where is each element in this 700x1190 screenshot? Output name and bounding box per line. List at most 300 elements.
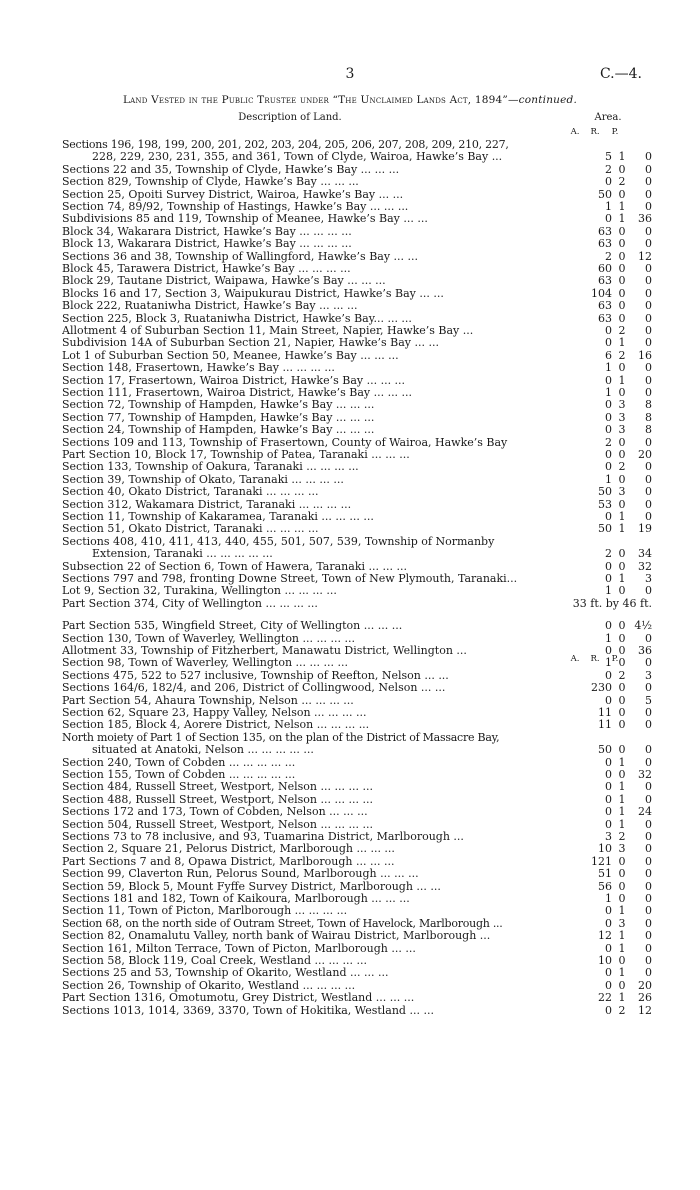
roods-value: 0: [618, 286, 626, 300]
land-description: Lot 1 of Suburban Section 50, Meanee, Hawke’s Bay ... ... ...: [62, 349, 399, 362]
roods-value: 1: [618, 522, 626, 536]
roods-value: 0: [618, 262, 626, 275]
acres-value: 1: [605, 584, 612, 598]
perches-value: 0: [645, 755, 652, 769]
acres-unit: A.: [570, 654, 580, 664]
acres-value: 63: [598, 224, 612, 238]
roods-value: 1: [618, 336, 626, 350]
roods-value: 0: [618, 224, 626, 238]
land-description: Sections 164/6, 182/4, and 206, District of Collingwood, Nelson ... ...: [62, 682, 446, 695]
roods-value: 1: [618, 817, 626, 831]
land-description: Section 72, Township of Hampden, Hawke’s Bay ... ... ...: [62, 399, 375, 412]
acres-value: 1: [605, 656, 612, 670]
land-description: Section 185, Block 4, Aorere District, Nelson ... ... ... ...: [62, 719, 370, 732]
acres-value: 50: [598, 485, 612, 499]
acres-value: 0: [605, 817, 612, 831]
acres-value: 56: [598, 879, 612, 893]
land-description: Section 17, Frasertown, Wairoa District, Hawke’s Bay ... ... ...: [62, 374, 406, 387]
perches-value: 24: [638, 805, 652, 819]
acres-value: 0: [605, 460, 612, 474]
perches-value: 36: [638, 212, 652, 226]
perches-value: 0: [645, 854, 652, 868]
acres-value: 1: [605, 472, 612, 486]
acres-value: 0: [605, 904, 612, 918]
perches-value: 0: [645, 718, 652, 732]
land-description: Sections 196, 198, 199, 200, 201, 202, 203, 204, 205, 206, 207, 208, 209, 210, 227,: [62, 139, 509, 151]
land-description: Section 51, Okato District, Taranaki ... ... ... ...: [62, 523, 319, 536]
land-description: Section 225, Block 3, Ruataniwha District, Hawke’s Bay... ... ...: [62, 312, 412, 325]
acres-value: 53: [598, 497, 612, 511]
roods-value: 0: [618, 559, 626, 573]
perches-value: 0: [645, 299, 652, 313]
perches-value: 0: [645, 175, 652, 189]
land-description: Subdivision 14A of Suburban Section 21, Napier, Hawke’s Bay ... ...: [62, 337, 439, 350]
perches-value: 0: [645, 792, 652, 806]
roods-value: 0: [618, 274, 626, 288]
perches-value: 3: [645, 572, 652, 585]
roods-value: 0: [618, 978, 626, 992]
perches-value: 36: [638, 644, 652, 657]
roods-value: 3: [618, 485, 626, 499]
acres-value: 2: [605, 435, 612, 449]
perches-value: 0: [645, 435, 652, 449]
area-value: [562, 486, 652, 498]
land-description: Section 26, Township of Okarito, Westland ... ... ... ...: [62, 979, 356, 992]
land-description: Section 148, Frasertown, Hawke’s Bay ... ... ... ...: [62, 362, 335, 375]
land-description: Sections 22 and 35, Township of Clyde, Hawke’s Bay ... ... ...: [62, 163, 400, 176]
perches-value: 0: [645, 460, 652, 474]
roods-value: 1: [618, 929, 626, 943]
acres-value: 0: [605, 398, 612, 412]
acres-value: 1: [605, 361, 612, 375]
area-column-header: Area.: [594, 112, 622, 123]
area-value: [562, 620, 652, 632]
roods-value: 0: [618, 656, 626, 670]
roods-value: 0: [618, 879, 626, 893]
land-description: Section 59, Block 5, Mount Fyffe Survey District, Marlborough ... ...: [62, 880, 441, 893]
land-description: Section 62, Square 23, Happy Valley, Nelson ... ... ... ...: [62, 707, 367, 719]
area-value: [562, 213, 652, 225]
roods-value: 2: [618, 830, 626, 843]
perches-value: 8: [645, 423, 652, 437]
roods-value: 1: [618, 792, 626, 806]
acres-value: 2: [605, 249, 612, 263]
acres-value: 0: [605, 755, 612, 769]
perches-value: 0: [645, 830, 652, 843]
perches-value: 0: [645, 510, 652, 523]
land-description: Block 222, Ruataniwha District, Hawke’s Bay ... ... ...: [62, 300, 358, 313]
area-value: [562, 424, 652, 436]
perches-value: 34: [638, 547, 652, 561]
roods-value: 0: [618, 681, 626, 695]
acres-value: 10: [598, 954, 612, 967]
land-description: Extension, Taranaki ... ... ... ... ...: [92, 548, 273, 561]
land-description: Section 133, Township of Oakura, Taranaki ... ... ... ...: [62, 461, 359, 474]
land-description: Section 504, Russell Street, Westport, Nelson ... ... ... ...: [62, 818, 373, 831]
perches-value: 0: [645, 706, 652, 719]
land-description: Sections 109 and 113, Township of Frasertown, County of Wairoa, Hawke’s Bay: [62, 436, 508, 449]
acres-value: 50: [598, 743, 612, 757]
land-description: Part Section 374, City of Wellington ... ... ... ...: [62, 597, 318, 610]
perches-value: 12: [638, 249, 652, 263]
acres-value: 0: [605, 175, 612, 189]
land-description: Section 11, Township of Kakaramea, Taranaki ... ... ... ...: [62, 511, 374, 523]
roods-value: 0: [618, 386, 626, 399]
roods-value: 2: [618, 324, 626, 337]
land-description: Subsection 22 of Section 6, Town of Hawera, Taranaki ... ... ...: [62, 560, 407, 573]
acres-value: 11: [598, 706, 612, 719]
area-value: [562, 300, 652, 312]
roods-value: 1: [618, 805, 626, 819]
roods-value: 2: [618, 175, 626, 189]
acres-value: 0: [605, 324, 612, 337]
acres-value: 0: [605, 559, 612, 573]
perches-value: 19: [638, 522, 652, 536]
land-description: Sections 408, 410, 411, 413, 440, 455, 501, 507, 539, Township of Normanby: [62, 535, 495, 548]
area-value: [562, 967, 652, 979]
land-description: Block 13, Wakarara District, Hawke’s Bay ... ... ... ...: [62, 238, 352, 251]
acres-value: 0: [605, 978, 612, 992]
area-value: [562, 843, 652, 855]
caption-main: Land Vested in the Public Trustee under “The Unclaimed Lands Act, 1894”—: [123, 94, 519, 106]
perches-value: 0: [645, 892, 652, 905]
acres-value: 0: [605, 941, 612, 955]
perches-value: 0: [645, 324, 652, 337]
acres-value: 121: [591, 854, 612, 868]
perches-value: 0: [645, 274, 652, 288]
perches-value: 0: [645, 656, 652, 670]
roods-value: 0: [618, 237, 626, 251]
perches-unit: P.: [611, 127, 619, 137]
land-description: Part Section 1316, Omotumotu, Grey District, Westland ... ... ...: [62, 992, 415, 1005]
roods-value: 0: [618, 954, 626, 967]
acres-value: 0: [605, 792, 612, 806]
perches-value: 0: [645, 472, 652, 486]
perches-value: 20: [638, 978, 652, 992]
perches-unit: P.: [611, 654, 619, 664]
land-description: Sections 36 and 38, Township of Wallingford, Hawke’s Bay ... ...: [62, 250, 419, 263]
perches-value: 0: [645, 373, 652, 387]
perches-value: 0: [645, 954, 652, 967]
roods-unit: R.: [590, 654, 600, 664]
acres-value: 230: [591, 681, 612, 695]
acres-value: 0: [605, 336, 612, 350]
land-description: Subdivisions 85 and 119, Township of Meanee, Hawke’s Bay ... ...: [62, 213, 428, 226]
perches-value: 3: [645, 668, 652, 682]
area-dimensions: 33 ft. by 46 ft.: [572, 596, 652, 610]
roods-value: 0: [618, 361, 626, 375]
perches-value: 4½: [634, 619, 652, 633]
perches-value: 0: [645, 162, 652, 176]
land-description: Section 155, Town of Cobden ... ... ... ... ...: [62, 769, 296, 781]
acres-value: 2: [605, 162, 612, 176]
perches-value: 0: [645, 817, 652, 831]
area-value: [562, 523, 652, 535]
roods-value: 0: [618, 631, 626, 645]
land-description: Sections 475, 522 to 527 inclusive, Township of Reefton, Nelson ... ...: [62, 669, 449, 682]
acres-value: 2: [605, 547, 612, 561]
roods-value: 3: [618, 916, 626, 930]
acres-value: 0: [605, 768, 612, 781]
land-description: Part Section 10, Block 17, Township of Patea, Taranaki ... ... ...: [62, 449, 410, 461]
roods-value: 0: [618, 162, 626, 176]
perches-value: 0: [645, 743, 652, 757]
perches-value: 0: [645, 929, 652, 943]
area-value: [562, 337, 652, 349]
roods-value: 2: [618, 460, 626, 474]
acres-value: 0: [605, 448, 612, 461]
description-column-header: Description of Land.: [238, 112, 342, 123]
acres-value: 63: [598, 311, 612, 325]
perches-value: 0: [645, 584, 652, 598]
perches-value: 0: [645, 237, 652, 251]
land-description: Block 34, Wakarara District, Hawke’s Bay ... ... ... ...: [62, 225, 352, 238]
acres-value: 22: [598, 991, 612, 1005]
perches-value: 8: [645, 398, 652, 412]
acres-value: 0: [605, 693, 612, 707]
acres-value: 10: [598, 842, 612, 856]
land-description: Block 29, Tautane District, Waipawa, Hawke’s Bay ... ... ...: [62, 275, 386, 288]
roods-value: 0: [618, 743, 626, 757]
perches-value: 0: [645, 336, 652, 350]
roods-value: 0: [618, 311, 626, 325]
perches-value: 8: [645, 410, 652, 424]
land-description: Allotment 4 of Suburban Section 11, Main Street, Napier, Hawke’s Bay ...: [62, 325, 474, 337]
land-description: Allotment 33, Township of Fitzherbert, Manawatu District, Wellington ...: [62, 645, 467, 657]
acres-value: 51: [598, 867, 612, 881]
roods-value: 3: [618, 423, 626, 437]
area-value: [562, 992, 652, 1004]
land-description: Sections 181 and 182, Town of Kaikoura, Marlborough ... ... ...: [62, 893, 410, 905]
perches-value: 0: [645, 150, 652, 164]
acres-value: 0: [605, 572, 612, 585]
perches-value: 0: [645, 224, 652, 238]
land-description: Sections 1013, 1014, 3369, 3370, Town of Hokitika, Westland ... ...: [62, 1004, 434, 1017]
land-description: Section 24, Township of Hampden, Hawke’s Bay ... ... ...: [62, 424, 375, 437]
land-description: Block 45, Tarawera District, Hawke’s Bay ... ... ... ...: [62, 263, 351, 275]
perches-value: 0: [645, 681, 652, 695]
acres-value: 0: [605, 805, 612, 819]
area-value: [562, 461, 652, 473]
perches-value: 16: [638, 348, 652, 362]
area-value: [562, 868, 652, 880]
land-description: Blocks 16 and 17, Section 3, Waipukurau District, Hawke’s Bay ... ...: [62, 287, 444, 300]
roods-value: 0: [618, 299, 626, 313]
land-description: Section 111, Frasertown, Wairoa District, Hawke’s Bay ... ... ...: [62, 387, 413, 399]
table-caption: [40, 94, 660, 106]
acres-value: 1: [605, 386, 612, 399]
area-value: [562, 548, 652, 560]
roods-value: 0: [618, 497, 626, 511]
acres-value: 0: [605, 1003, 612, 1017]
area-value: [562, 930, 652, 942]
area-value: [562, 682, 652, 694]
land-description: Section 40, Okato District, Taranaki ... ... ... ...: [62, 486, 319, 499]
roods-value: 0: [618, 547, 626, 561]
acres-value: 0: [605, 966, 612, 980]
acres-value: 63: [598, 299, 612, 313]
acres-value: 63: [598, 274, 612, 288]
land-description: 228, 229, 230, 231, 355, and 361, Town of Clyde, Wairoa, Hawke’s Bay ...: [92, 151, 503, 164]
land-description: Section 11, Town of Picton, Marlborough ... ... ... ...: [62, 905, 348, 918]
land-description: Sections 73 to 78 inclusive, and 93, Tuamarina District, Marlborough ...: [62, 831, 464, 843]
area-units-header: [565, 127, 625, 137]
roods-value: 1: [618, 904, 626, 918]
area-value: [562, 399, 652, 411]
roods-value: 1: [618, 212, 626, 226]
perches-value: 0: [645, 867, 652, 881]
acres-unit: A.: [570, 127, 580, 137]
roods-value: 0: [618, 892, 626, 905]
perches-value: 0: [645, 497, 652, 511]
area-value: [562, 362, 652, 374]
land-description: Section 2, Square 21, Pelorus District, Marlborough ... ... ...: [62, 843, 395, 856]
acres-value: 0: [605, 212, 612, 226]
perches-value: 12: [638, 1003, 652, 1017]
acres-value: 104: [591, 286, 612, 300]
perches-value: 0: [645, 941, 652, 955]
area-value: [562, 238, 652, 250]
area-value: [562, 719, 652, 731]
roods-value: 0: [618, 448, 626, 461]
roods-value: 0: [618, 706, 626, 719]
acres-value: 11: [598, 718, 612, 732]
land-description: Section 99, Claverton Run, Pelorus Sound, Marlborough ... ... ...: [62, 868, 419, 881]
area-value: [562, 781, 652, 793]
perches-value: 0: [645, 262, 652, 275]
perches-value: 0: [645, 485, 652, 499]
land-description: Section 312, Wakamara District, Taranaki ... ... ... ...: [62, 498, 352, 511]
page-number: 3: [345, 66, 355, 82]
perches-value: 0: [645, 386, 652, 399]
land-description: North moiety of Part 1 of Section 135, on the plan of the District of Massacre Bay,: [62, 731, 500, 744]
land-description: Section 488, Russell Street, Westport, Nelson ... ... ... ...: [62, 793, 373, 806]
roods-value: 1: [618, 991, 626, 1005]
land-description: Section 240, Town of Cobden ... ... ... ... ...: [62, 756, 296, 769]
perches-value: 32: [638, 559, 652, 573]
area-value: [562, 806, 652, 818]
perches-value: 20: [638, 448, 652, 461]
roods-value: 1: [618, 941, 626, 955]
roods-value: 1: [618, 373, 626, 387]
roods-value: 0: [618, 718, 626, 732]
acres-value: 6: [605, 348, 612, 362]
land-description: Section 484, Russell Street, Westport, Nelson ... ... ... ...: [62, 781, 373, 794]
acres-value: 50: [598, 522, 612, 536]
roods-value: 1: [618, 200, 626, 213]
acres-value: 50: [598, 187, 612, 201]
acres-value: 0: [605, 373, 612, 387]
roods-value: 3: [618, 410, 626, 424]
area-value: [562, 176, 652, 188]
roods-value: 0: [618, 472, 626, 486]
roods-value: 1: [618, 780, 626, 794]
perches-value: 0: [645, 904, 652, 918]
perches-value: 0: [645, 200, 652, 213]
roods-value: 0: [618, 768, 626, 781]
acres-value: 63: [598, 237, 612, 251]
area-value: [562, 905, 652, 917]
perches-value: 0: [645, 286, 652, 300]
roods-value: 0: [618, 187, 626, 201]
roods-value: 1: [618, 966, 626, 980]
roods-value: 2: [618, 1003, 626, 1017]
land-description: Section 68, on the north side of Outram Street, Town of Havelock, Marlborough ...: [62, 917, 503, 930]
acres-value: 3: [605, 830, 612, 843]
roods-value: 1: [618, 510, 626, 523]
land-description: Section 39, Township of Okato, Taranaki ... ... ... ...: [62, 473, 344, 486]
acres-value: 0: [605, 780, 612, 794]
land-description: Part Sections 7 and 8, Opawa District, Marlborough ... ... ...: [62, 855, 395, 868]
roods-value: 0: [618, 854, 626, 868]
land-description: Section 74, 89/92, Township of Hastings, Hawke’s Bay ... ... ...: [62, 201, 409, 213]
area-value: [562, 657, 652, 669]
land-description: Section 98, Town of Waverley, Wellington ... ... ... ...: [62, 657, 348, 670]
roods-value: 2: [618, 348, 626, 362]
roods-value: 0: [618, 619, 626, 633]
land-description: Sections 172 and 173, Town of Cobden, Nelson ... ... ...: [62, 806, 368, 819]
perches-value: 0: [645, 311, 652, 325]
area-value: [562, 1005, 652, 1017]
acres-value: 0: [605, 916, 612, 930]
acres-value: 0: [605, 423, 612, 437]
land-description: Part Section 54, Ahaura Township, Nelson ... ... ... ...: [62, 694, 354, 707]
acres-value: 0: [605, 410, 612, 424]
roods-value: 0: [618, 584, 626, 598]
land-description: situated at Anatoki, Nelson ... ... ... ... ...: [92, 744, 314, 757]
perches-value: 5: [645, 693, 652, 707]
perches-value: 0: [645, 879, 652, 893]
land-description: Section 58, Block 119, Coal Creek, Westland ... ... ... ...: [62, 955, 367, 967]
land-description: Section 161, Milton Terrace, Town of Picton, Marlborough ... ...: [62, 942, 416, 955]
roods-value: 0: [618, 644, 626, 657]
land-description: Section 130, Town of Waverley, Wellington ... ... ... ...: [62, 632, 355, 645]
land-description: Section 77, Township of Hampden, Hawke’s Bay ... ... ...: [62, 411, 375, 424]
acres-value: 5: [605, 150, 612, 164]
roods-value: 2: [618, 668, 626, 682]
land-description: Sections 25 and 53, Township of Okarito, Westland ... ... ...: [62, 967, 389, 980]
acres-value: 0: [605, 510, 612, 523]
acres-value: 60: [598, 262, 612, 275]
acres-value: 0: [605, 668, 612, 682]
perches-value: 0: [645, 361, 652, 375]
perches-value: 32: [638, 768, 652, 781]
land-description: Section 829, Township of Clyde, Hawke’s Bay ... ... ...: [62, 176, 359, 189]
acres-value: 0: [605, 619, 612, 633]
perches-value: 0: [645, 631, 652, 645]
roods-value: 1: [618, 572, 626, 585]
roods-value: 0: [618, 693, 626, 707]
perches-value: 0: [645, 780, 652, 794]
perches-value: 0: [645, 187, 652, 201]
caption-continued: continued.: [518, 94, 577, 106]
roods-value: 0: [618, 435, 626, 449]
roods-value: 0: [618, 249, 626, 263]
acres-value: 1: [605, 200, 612, 213]
area-value: [562, 275, 652, 287]
roods-unit: R.: [590, 127, 600, 137]
area-value: [562, 744, 652, 756]
acres-value: 1: [605, 892, 612, 905]
land-description: Sections 797 and 798, fronting Downe Street, Town of New Plymouth, Taranaki...: [62, 573, 518, 585]
perches-value: 26: [638, 991, 652, 1005]
acres-value: 0: [605, 644, 612, 657]
acres-value: 12: [598, 929, 612, 943]
land-description: Part Section 535, Wingfield Street, City of Wellington ... ... ...: [62, 620, 403, 633]
area-value: [562, 585, 652, 597]
perches-value: 0: [645, 842, 652, 856]
area-value: [562, 151, 652, 163]
